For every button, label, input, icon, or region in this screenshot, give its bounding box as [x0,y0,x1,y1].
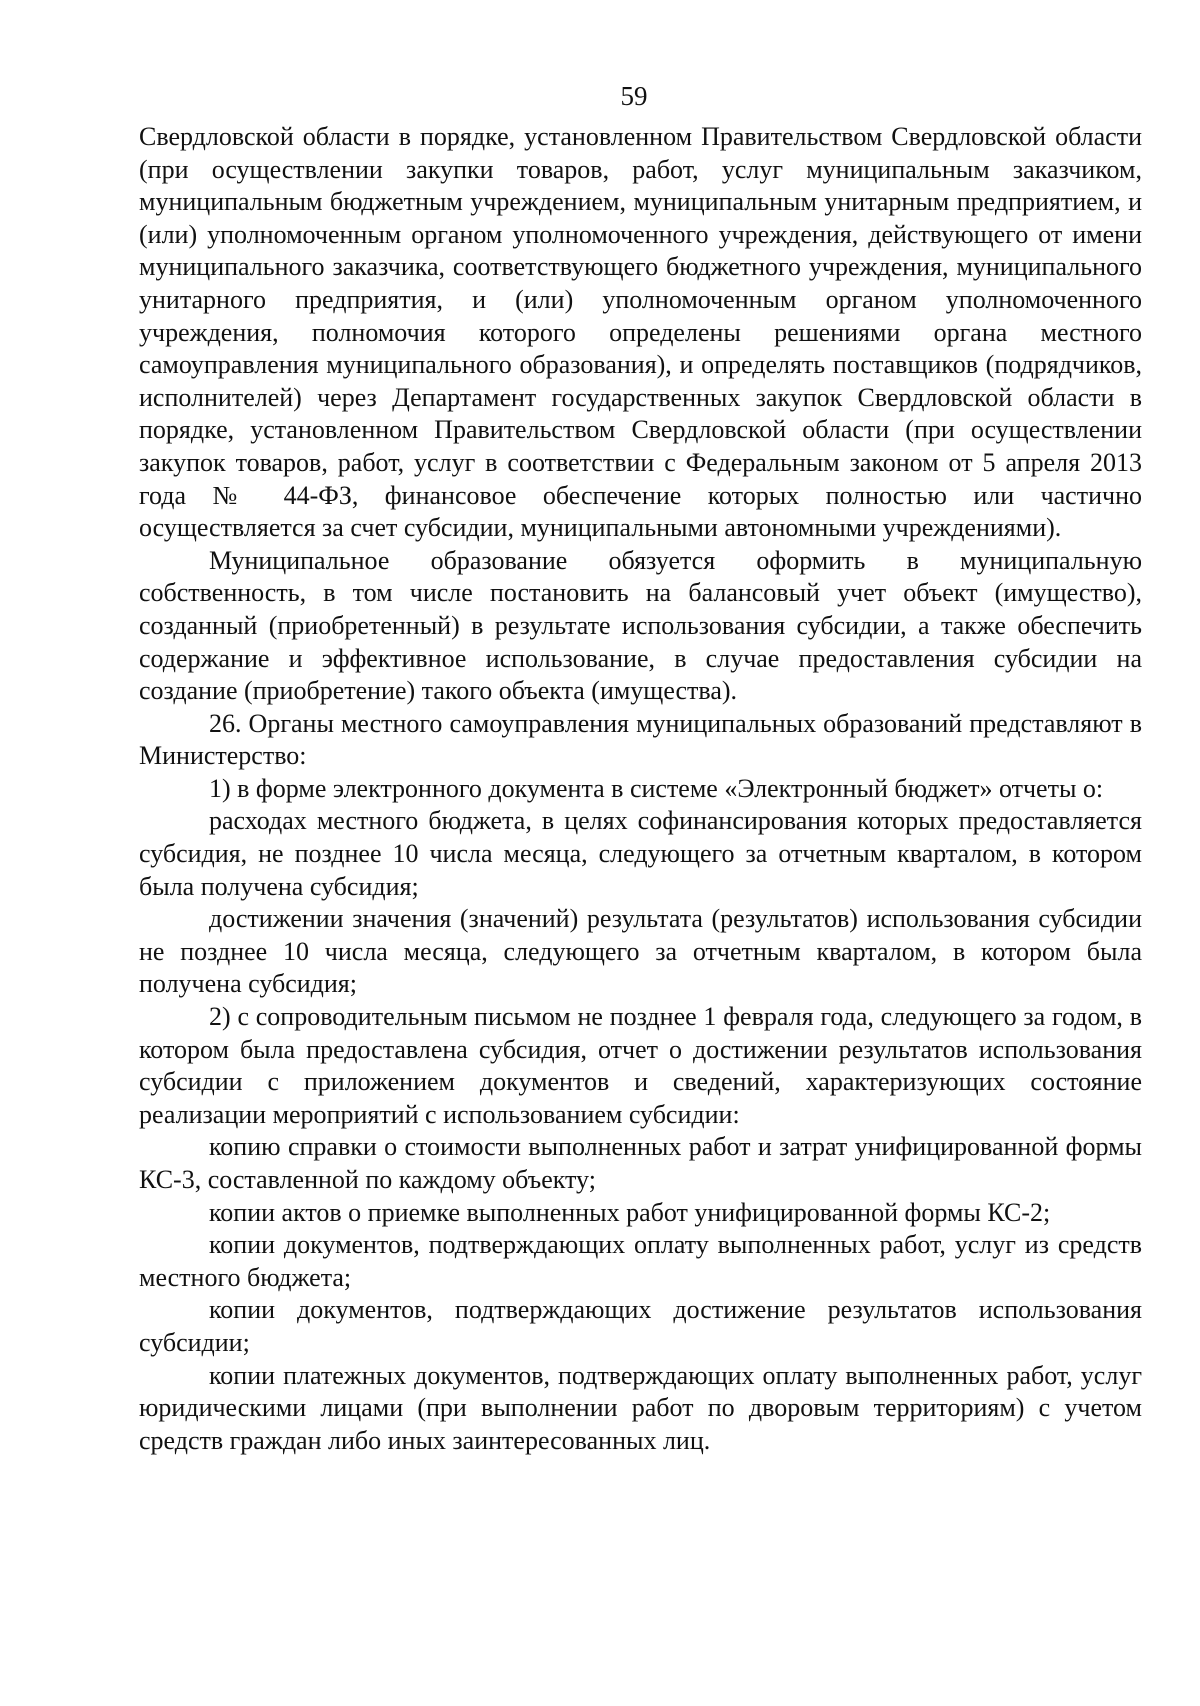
paragraph-1: Свердловской области в порядке, установленном Правительством Свердловской области (при осуществлении закупки товаров, работ, услуг муниципальным заказчиком, муниципальным бюджетным учреждением, муниципальным унитарным предприятием, и (или) уполномоченным органом уполномоченного учреждения, действующего от имени муниципального заказчика, соответствующего бюджетного учреждения, муниципального унитарного предприятия, и (или) уполномоченным органом уполномоченного учреждения, полномочия которого определены решениями органа местного самоуправления муниципального образования), и определять поставщиков (подрядчиков, исполнителей) через Департамент государственных закупок Свердловской области в порядке, установленном Правительством Свердловской области (при осуществлении закупок товаров, работ, услуг в соответствии с Федеральным законом от 5 апреля 2013 года № 44-ФЗ, финансовое обеспечение которых полностью или частично осуществляется за счет субсидии, муниципальными автономными учреждениями). [139,122,1142,543]
paragraph-7: 2) с сопроводительным письмом не позднее 1 февраля года, следующего за годом, в котором была предоставлена субсидия, отчет о достижении результатов использования субсидии с приложением документов и сведений, характеризующих состояние реализации мероприятий с использованием субсидии: [139,1002,1142,1129]
paragraph-10: копии документов, подтверждающих оплату выполненных работ, услуг из средств местного бюджета; [139,1230,1142,1292]
paragraph-9: копии актов о приемке выполненных работ унифицированной формы КС-2; [209,1197,1051,1227]
paragraph-12: копии платежных документов, подтверждающих оплату выполненных работ, услуг юридическими лицами (при выполнении работ по дворовым территориям) с учетом средств граждан либо иных заинтересованных лиц. [139,1360,1142,1455]
paragraph-3: 26. Органы местного самоуправления муниципальных образований представляют в Министерство: [139,708,1142,771]
paragraph-4: 1) в форме электронного документа в системе «Электронный бюджет» отчеты о: [209,773,1104,803]
paragraph-2: Муниципальное образование обязуется оформить в муниципальную собственность, в том числе постановить на балансовый учет объект (имущество), созданный (приобретенный) в результате использования субсидии, а также обеспечить содержание и эффективное использование, в случае предоставления субсидии на создание (приобретение) такого объекта (имущества). [139,545,1142,706]
page-number: 59 [620,81,648,111]
paragraph-11: копии документов, подтверждающих достижение результатов использования субсидии; [139,1295,1142,1357]
paragraph-6: достижении значения (значений) результата (результатов) использования субсидии не позднее 10 числа месяца, следующего за отчетным кварталом, в котором была получена субсидия; [139,904,1142,999]
paragraph-5: расходах местного бюджета, в целях софинансирования которых предоставляется субсидия, не позднее 10 числа месяца, следующего за отчетным кварталом, в котором была получена субсидия; [139,806,1142,901]
paragraph-8: копию справки о стоимости выполненных работ и затрат унифицированной формы КС-3, составленной по каждому объекту; [139,1132,1142,1194]
document-body [139,121,1142,1457]
